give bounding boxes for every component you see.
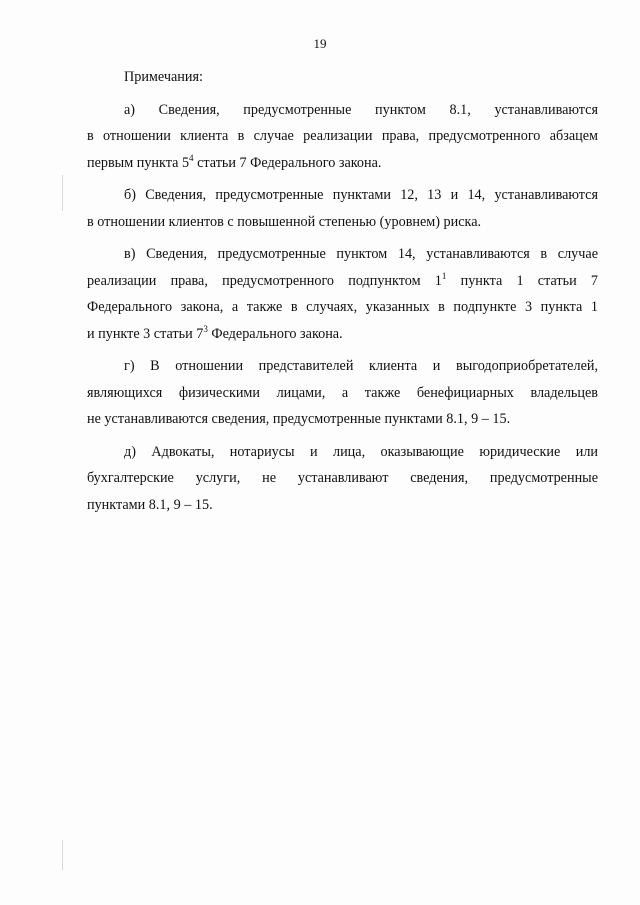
- note-v-line-2: реализации права, предусмотренного подпунктом $1^1$ пункта 1 статьи 7: [87, 270, 598, 289]
- note-g-line-3: не устанавливаются сведения, предусмотренные пунктами 8.1, 9 – 15.: [87, 411, 511, 427]
- note-g-line-2: являющихся физическими лицами, а также бенефициарных владельцев: [87, 384, 598, 401]
- note-v: [87, 241, 598, 347]
- note-d-line-1: д) Адвокаты, нотариусы и лица, оказывающие юридические или: [124, 443, 598, 460]
- note-d-line-2: бухгалтерские услуги, не устанавливают сведения, предусмотренные: [87, 470, 598, 486]
- notes-section: [87, 64, 598, 518]
- note-g: [87, 353, 598, 433]
- note-b-line-1: б) Сведения, предусмотренные пунктами 12, 13 и 14, устанавливаются: [124, 187, 598, 203]
- note-v-line-1: в) Сведения, предусмотренные пунктом 14, устанавливаются в случае: [124, 246, 598, 262]
- page-number: 19: [313, 36, 327, 51]
- superscript: 3: [203, 323, 208, 334]
- note-g-line-1: г) В отношении представителей клиента и выгодоприобретателей,: [124, 358, 598, 374]
- notes-title: Примечания:: [124, 69, 203, 85]
- note-a-line-1: а) Сведения, предусмотренные пунктом 8.1, устанавливаются: [124, 101, 598, 118]
- note-v-line-3: Федерального закона, а также в случаях, указанных в подпункте 3 пункта 1: [87, 299, 598, 315]
- note-b: [87, 182, 598, 235]
- scan-edge-mark: [62, 175, 63, 211]
- note-d: [87, 439, 598, 519]
- note-a-line-2: в отношении клиента в случае реализации права, предусмотренного абзацем: [87, 128, 598, 144]
- superscript: 1: [441, 270, 447, 281]
- note-a-line-3: первым пункта $5^4$ статьи 7 Федерального закона.: [87, 152, 382, 171]
- note-d-line-3: пунктами 8.1, 9 – 15.: [87, 496, 213, 513]
- note-v-line-4: и пункте 3 статьи $7^3$ Федерального закона.: [87, 323, 343, 342]
- superscript: 4: [189, 152, 194, 163]
- scan-edge-mark: [62, 840, 63, 870]
- note-a: [87, 97, 598, 177]
- note-b-line-2: в отношении клиентов с повышенной степенью (уровнем) риска.: [87, 213, 482, 230]
